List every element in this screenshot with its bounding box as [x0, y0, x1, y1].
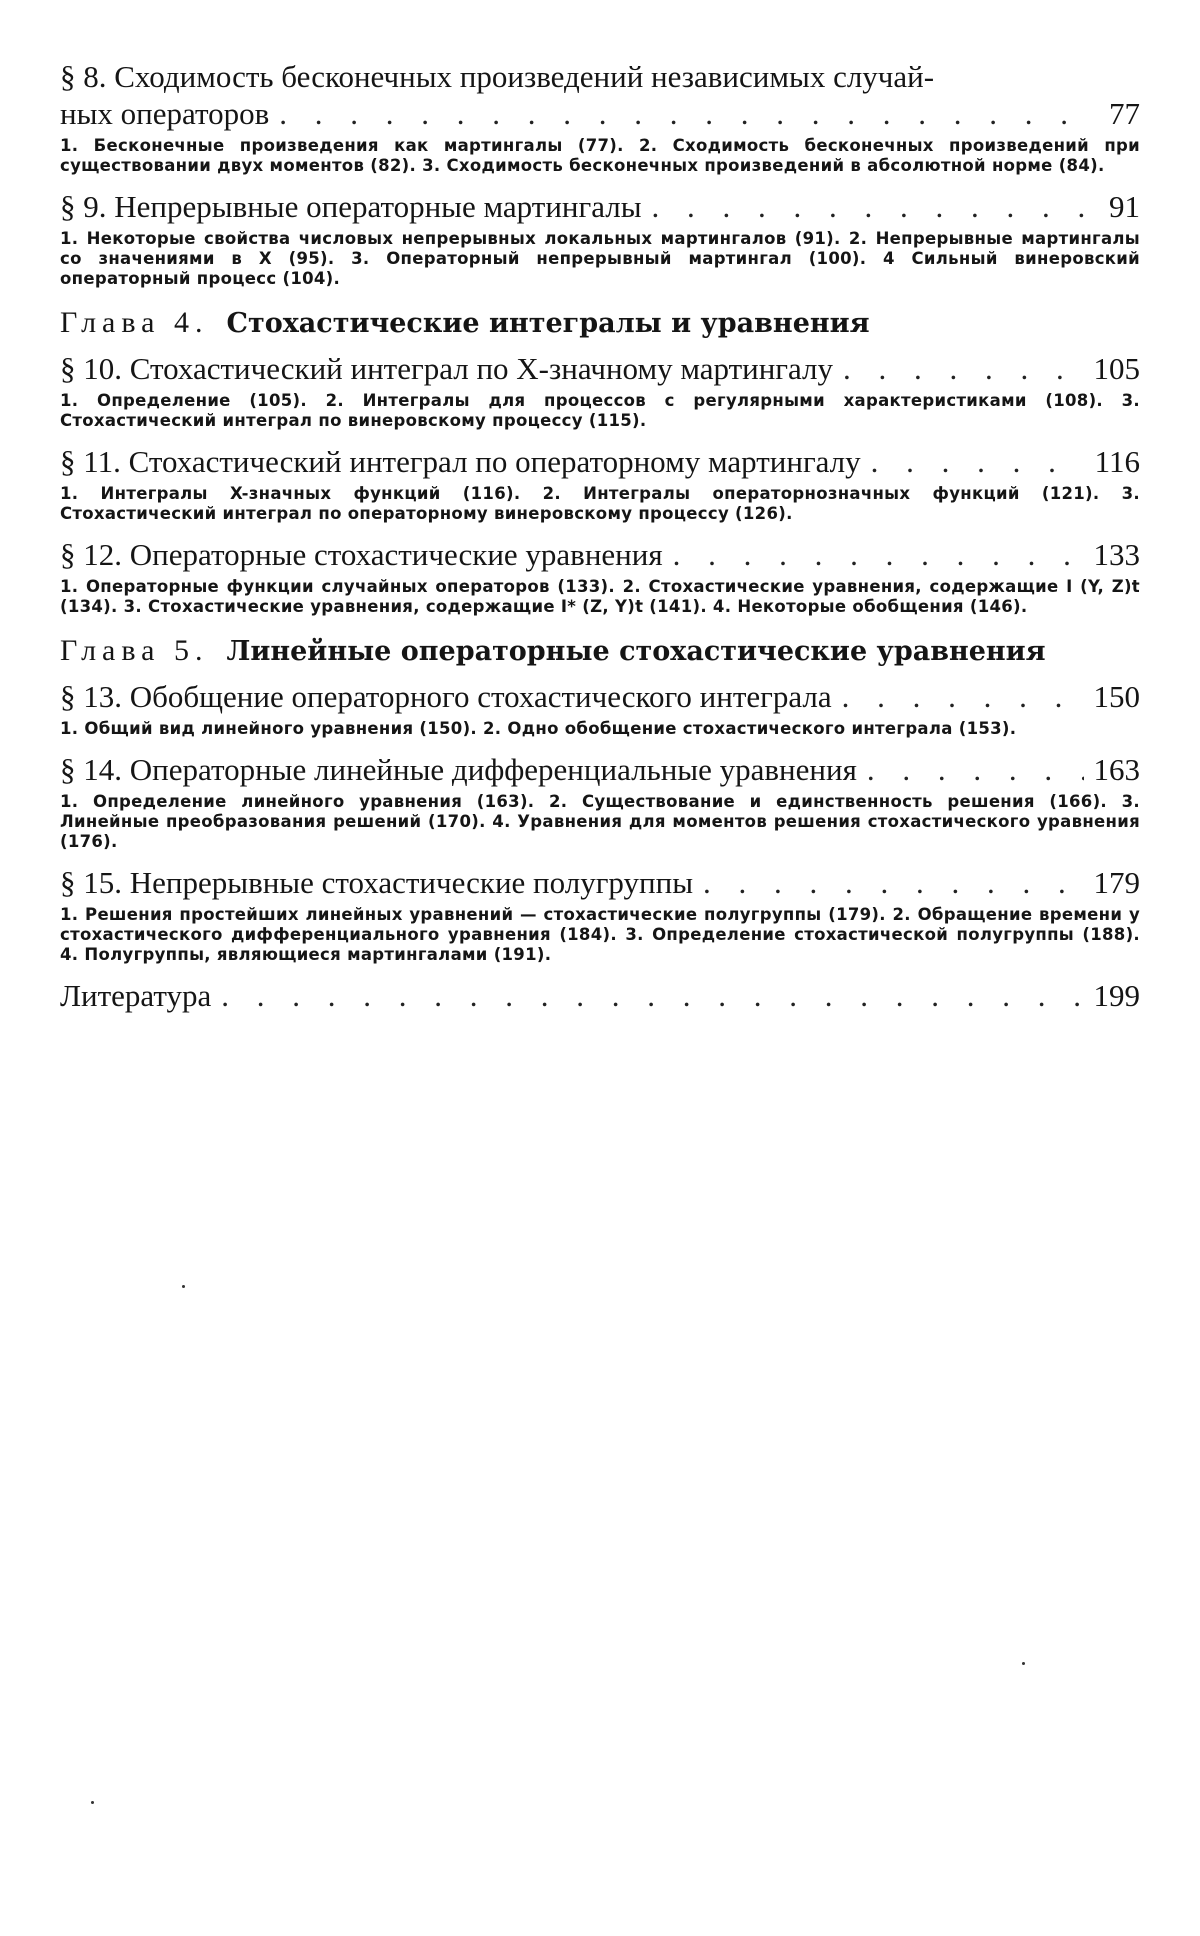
toc-section-8[interactable] [60, 58, 1140, 176]
page-number: 91 [1094, 188, 1140, 225]
section-description: 1. Решения простейших линейных уравнений — стохастические полугруппы (179). 2. Обращение времени у стохастического дифференциального уравнения (184). 3. Определение стохастической полугруппы (188). 4. Полугруппы, являющиеся мартингалами (191). [60, 905, 1140, 965]
leader-dots [652, 188, 1084, 225]
section-title: § 14. Операторные линейные дифференциальные уравнения [60, 751, 857, 788]
section-title: § 9. Непрерывные операторные мартингалы [60, 188, 642, 225]
section-title: § 11. Стохастический интеграл по операторному мартингалу [60, 443, 861, 480]
chapter-label: Глава 4. [60, 303, 208, 343]
section-heading [60, 678, 1140, 715]
toc-section-10[interactable] [60, 350, 1140, 431]
page-number: 179 [1094, 864, 1141, 901]
leader-dots [842, 678, 1084, 715]
toc-literature[interactable] [60, 977, 1140, 1014]
section-heading [60, 443, 1140, 480]
section-description: 1. Бесконечные произведения как мартингалы (77). 2. Сходимость бесконечных произведений при существовании двух моментов (82). 3. Сходимость бесконечных произведений в абсолютной норме (84). [60, 136, 1140, 176]
leader-dots [843, 350, 1083, 387]
section-title: § 10. Стохастический интеграл по X-значному мартингалу [60, 350, 833, 387]
section-title: § 13. Обобщение операторного стохастического интеграла [60, 678, 832, 715]
page-number: 116 [1094, 443, 1140, 480]
scan-speck [91, 1801, 94, 1804]
page-number: 163 [1094, 751, 1141, 788]
section-heading [60, 536, 1140, 573]
section-heading [60, 188, 1140, 225]
leader-dots [867, 751, 1084, 788]
page-number: 150 [1094, 678, 1141, 715]
table-of-contents [60, 58, 1140, 1014]
chapter-4-heading[interactable] [60, 303, 1140, 344]
chapter-title: Стохастические интегралы и уравнения [226, 304, 869, 344]
chapter-title: Линейные операторные стохастические уравнения [226, 632, 1045, 672]
page-number: 133 [1094, 536, 1141, 573]
page-number: 77 [1094, 95, 1140, 132]
section-description: 1. Некоторые свойства числовых непрерывных локальных мартингалов (91). 2. Непрерывные мартингалы со значениями в X (95). 3. Операторный непрерывный мартингал (100). 4 Сильный винеровский операторный процесс (104). [60, 229, 1140, 289]
section-description: 1. Определение (105). 2. Интегралы для процессов с регулярными характеристиками (108). 3. Стохастический интеграл по винеровскому процессу (115). [60, 391, 1140, 431]
chapter-5-heading[interactable] [60, 631, 1140, 672]
leader-dots [703, 864, 1083, 901]
toc-section-11[interactable] [60, 443, 1140, 524]
leader-dots [871, 443, 1084, 480]
section-title-line1: § 8. Сходимость бесконечных произведений независимых случай- [60, 58, 1140, 95]
scan-speck [182, 1285, 185, 1288]
section-description: 1. Интегралы X-значных функций (116). 2. Интегралы операторнозначных функций (121). 3. Стохастический интеграл по операторному винеровскому процессу (126). [60, 484, 1140, 524]
section-title-line2: ных операторов [60, 95, 269, 132]
section-title: § 15. Непрерывные стохастические полугруппы [60, 864, 693, 901]
chapter-label: Глава 5. [60, 631, 208, 671]
scan-speck [1022, 1662, 1025, 1665]
toc-section-9[interactable] [60, 188, 1140, 289]
page-number: 105 [1094, 350, 1141, 387]
section-heading [60, 350, 1140, 387]
section-description: 1. Операторные функции случайных операторов (133). 2. Стохастические уравнения, содержащие I (Y, Z)t (134). 3. Стохастические уравнения, содержащие I* (Z, Y)t (141). 4. Некоторые обобщения (146). [60, 577, 1140, 617]
toc-section-12[interactable] [60, 536, 1140, 617]
section-heading [60, 864, 1140, 901]
section-heading [60, 58, 1140, 132]
leader-dots [673, 536, 1084, 573]
leader-dots [279, 95, 1084, 132]
literature-title: Литература [60, 977, 211, 1014]
toc-section-13[interactable] [60, 678, 1140, 739]
section-description: 1. Общий вид линейного уравнения (150). 2. Одно обобщение стохастического интеграла (153). [60, 719, 1140, 739]
section-description: 1. Определение линейного уравнения (163). 2. Существование и единственность решения (166). 3. Линейные преобразования решений (170). 4. Уравнения для моментов решения стохастического уравнения (176). [60, 792, 1140, 852]
section-heading [60, 751, 1140, 788]
section-title: § 12. Операторные стохастические уравнения [60, 536, 663, 573]
leader-dots [221, 977, 1083, 1014]
page-number: 199 [1094, 977, 1141, 1014]
toc-section-14[interactable] [60, 751, 1140, 852]
toc-section-15[interactable] [60, 864, 1140, 965]
